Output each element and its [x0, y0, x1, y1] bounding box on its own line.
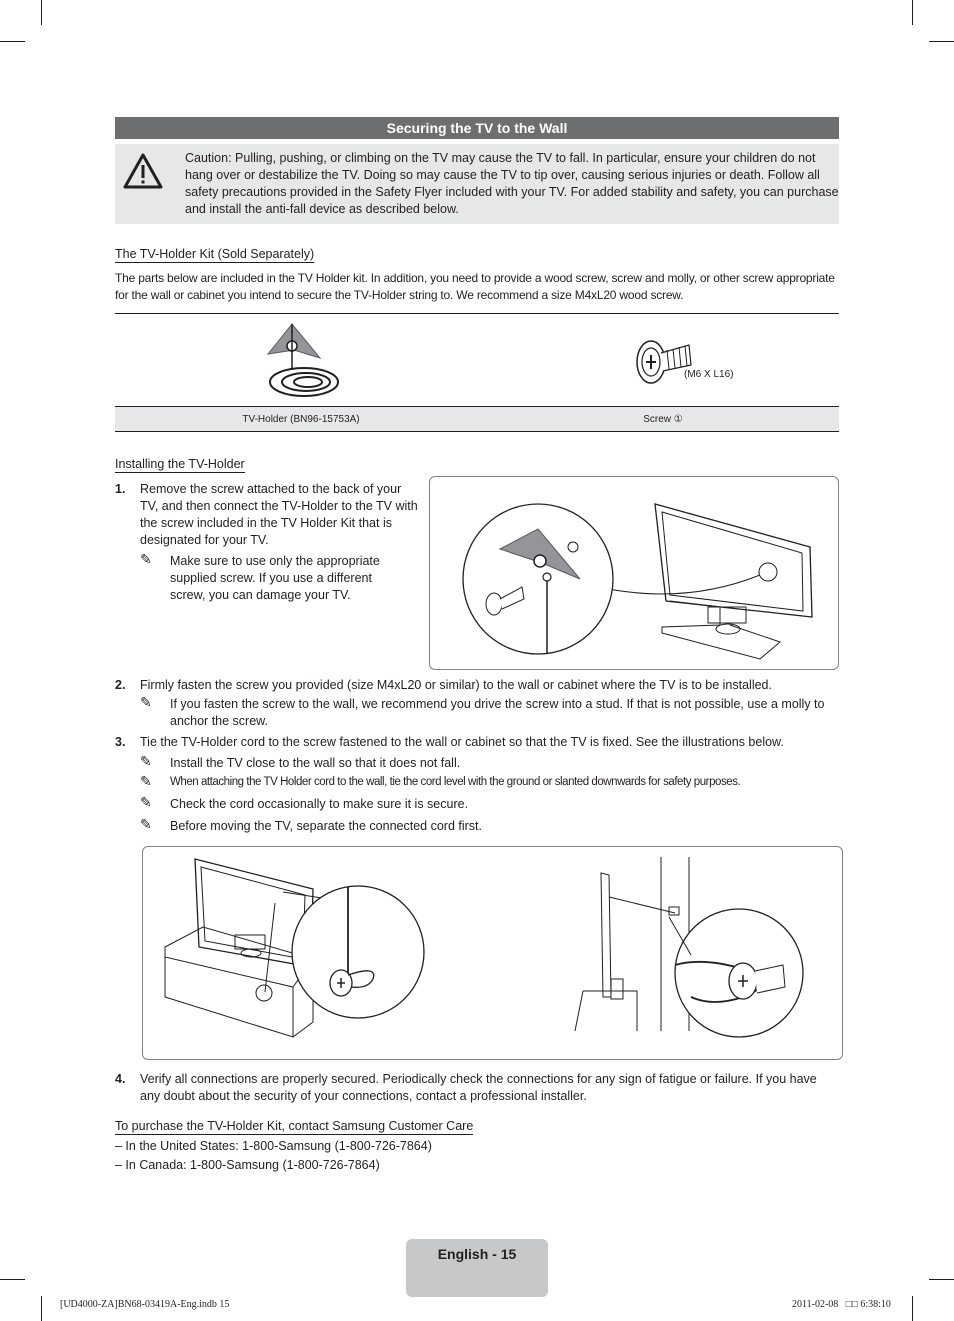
crop-mark — [912, 1296, 913, 1321]
table-top-rule — [115, 313, 839, 314]
attach-holder-drawing — [430, 477, 838, 669]
illustration-tie-cord — [142, 846, 843, 1060]
crop-mark — [41, 1296, 42, 1321]
step-4-text: Verify all connections are properly secured. Periodically check the connections for any sign of fatigue or failure. If you have any doubt about the security of your connections, contact a professional installer. — [140, 1072, 817, 1103]
step-1-text: Remove the screw attached to the back of your TV, and then connect the TV-Holder to the TV with the screw included in the TV Holder Kit that is designated for your TV. — [140, 482, 418, 547]
purchase-heading: To purchase the TV-Holder Kit, contact Samsung Customer Care — [115, 1119, 474, 1133]
step-4-number: 4. — [115, 1072, 126, 1086]
tie-cord-drawing — [143, 847, 842, 1059]
crop-mark — [0, 1279, 25, 1280]
crop-mark — [929, 1279, 954, 1280]
warning-triangle-icon — [123, 152, 163, 190]
page-number-label: English - 15 — [437, 1246, 517, 1262]
caution-label: Caution — [185, 151, 229, 165]
step-2-text: Firmly fasten the screw you provided (size M4xL20 or similar) to the wall or cabinet where the TV is to be installed. — [140, 678, 772, 692]
caution-text — [185, 150, 840, 218]
crop-mark — [929, 41, 954, 42]
pencil-note-icon: ✎ — [140, 794, 152, 810]
kit-heading: The TV-Holder Kit (Sold Separately) — [115, 247, 315, 261]
step-1-number: 1. — [115, 482, 126, 496]
step-3-note-4: Before moving the TV, separate the connected cord first. — [170, 819, 482, 833]
step-2-note-1: If you fasten the screw to the wall, we recommend you drive the screw into a stud. If that is not possible, use a molly to anchor the screw. — [170, 697, 825, 728]
print-slug-right: 2011-02-08 □□ 6:38:10 — [792, 1299, 891, 1310]
installing-heading: Installing the TV-Holder — [115, 457, 245, 471]
step-3-number: 3. — [115, 735, 126, 749]
kit-heading-wrap — [115, 245, 314, 263]
purchase-line-canada: – In Canada: 1-800-Samsung (1-800-726-7864) — [115, 1158, 380, 1172]
step-2-number: 2. — [115, 678, 126, 692]
kit-intro: The parts below are included in the TV Holder kit. In addition, you need to provide a wood screw, screw and molly, or other screw appropriate for the wall or cabinet you intend to secure the TV-Holder string to. We recommend a size M4xL20 wood screw. — [115, 271, 835, 302]
step-1-note-1: Make sure to use only the appropriate supplied screw. If you use a different screw, you can damage your TV. — [170, 554, 380, 602]
part-label-screw: Screw ① — [643, 414, 683, 425]
screw-size-label: (M6 X L16) — [684, 369, 734, 380]
table-bottom-rule — [115, 431, 839, 432]
installing-heading-wrap — [115, 455, 245, 473]
step-3-note-1: Install the TV close to the wall so that it does not fall. — [170, 756, 461, 770]
pencil-note-icon: ✎ — [140, 773, 152, 789]
purchase-heading-wrap — [115, 1117, 473, 1135]
step-3-text: Tie the TV-Holder cord to the screw fastened to the wall or cabinet so that the TV is fixed. See the illustrations below. — [140, 735, 784, 749]
pencil-note-icon: ✎ — [140, 694, 152, 710]
pencil-note-icon: ✎ — [140, 753, 152, 769]
crop-mark — [41, 0, 42, 25]
tv-holder-part-image — [262, 320, 344, 400]
step-3-note-3: Check the cord occasionally to make sure it is secure. — [170, 797, 469, 811]
caution-body: : Pulling, pushing, or climbing on the TV may cause the TV to fall. In particular, ensure your children do not hang over or destabilize the TV. Doing so may cause the TV to tip over, causing serious injuries or death. Follow all safety precautions provided in the Safety Flyer included with your TV. For added stability and safety, you can purchase and install the anti-fall device as described below. — [185, 151, 839, 216]
crop-mark — [0, 41, 25, 42]
pencil-note-icon: ✎ — [140, 551, 152, 567]
section-title: Securing the TV to the Wall — [115, 117, 839, 139]
pencil-note-icon: ✎ — [140, 816, 152, 832]
print-slug-left: [UD4000-ZA]BN68-03419A-Eng.indb 15 — [60, 1299, 230, 1310]
step-3-note-2: When attaching the TV Holder cord to the wall, tie the cord level with the ground or slanted downwards for safety purposes. — [170, 776, 741, 788]
part-label-tv-holder: TV-Holder (BN96-15753A) — [242, 414, 360, 425]
purchase-line-us: – In the United States: 1-800-Samsung (1-800-726-7864) — [115, 1139, 432, 1153]
illustration-attach-holder — [429, 476, 839, 670]
crop-mark — [912, 0, 913, 25]
